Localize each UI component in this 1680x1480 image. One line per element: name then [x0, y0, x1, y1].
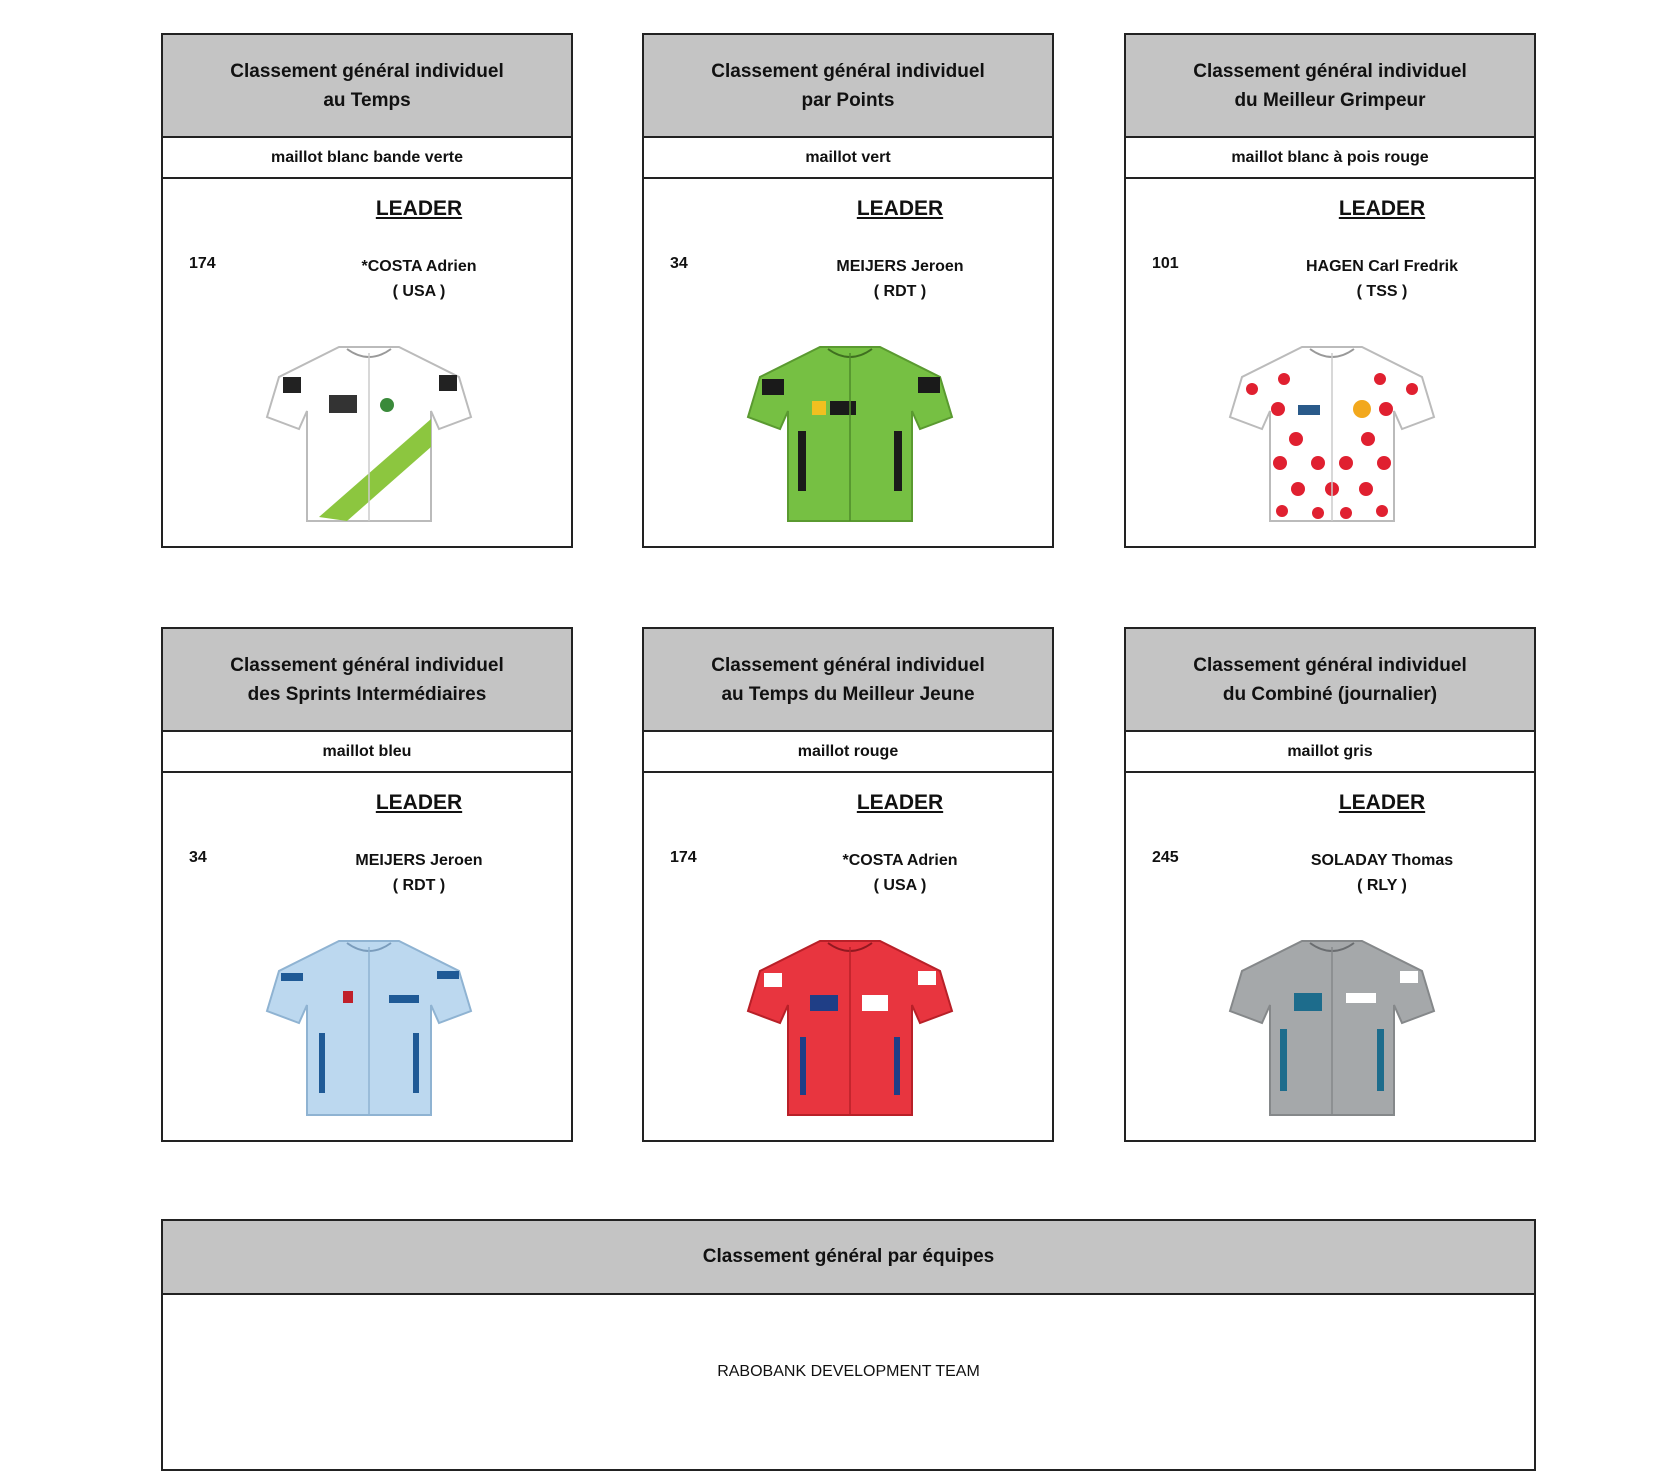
- card-title-line2: du Combiné (journalier): [1222, 683, 1438, 705]
- card-title-line2: au Temps: [323, 89, 411, 111]
- rider-info: [319, 254, 519, 304]
- card-header: [1126, 35, 1534, 138]
- card-title-line1: Classement général individuel: [230, 60, 504, 82]
- card-body: [1126, 773, 1534, 1140]
- card-header: [644, 629, 1052, 732]
- rider-name: SOLADAY Thomas: [1310, 852, 1454, 869]
- card-title-line1: Classement général individuel: [1193, 654, 1467, 676]
- rider-team-code: ( USA ): [873, 877, 927, 894]
- card-title-line1: Classement général individuel: [711, 60, 985, 82]
- rider-team-code: ( RDT ): [392, 877, 446, 894]
- rider-bib: 101: [1152, 255, 1179, 272]
- card-body: [163, 179, 571, 546]
- card-body: [1126, 179, 1534, 546]
- leader-label: LEADER: [856, 791, 944, 814]
- rider-team-code: ( RLY ): [1357, 877, 1407, 894]
- classification-card-time: [161, 33, 573, 548]
- card-title-line2: des Sprints Intermédiaires: [247, 683, 487, 705]
- leader-label: LEADER: [375, 197, 463, 220]
- card-header: [1126, 629, 1534, 732]
- card-title-line2: du Meilleur Grimpeur: [1234, 89, 1426, 111]
- rider-info: [319, 848, 519, 898]
- rider-team-code: ( TSS ): [1356, 283, 1408, 300]
- card-title-line1: Classement général individuel: [1193, 60, 1467, 82]
- card-header: [163, 629, 571, 732]
- jersey-name: maillot gris: [1126, 732, 1534, 773]
- team-classification-title: Classement général par équipes: [163, 1221, 1534, 1295]
- jersey-red-icon: [740, 933, 960, 1123]
- classification-card-points: [642, 33, 1054, 548]
- jersey-polka-dot-icon: [1222, 339, 1442, 529]
- rider-info: [800, 254, 1000, 304]
- rider-name: MEIJERS Jeroen: [836, 258, 964, 275]
- rider-info: [1282, 254, 1482, 304]
- rider-bib: 245: [1152, 849, 1179, 866]
- card-title-line1: Classement général individuel: [711, 654, 985, 676]
- card-body: [644, 773, 1052, 1140]
- team-classification-leader: RABOBANK DEVELOPMENT TEAM: [717, 1363, 980, 1380]
- jersey-blue-icon: [259, 933, 479, 1123]
- classification-card-combined: [1124, 627, 1536, 1142]
- rider-bib: 34: [670, 255, 688, 272]
- card-header: [644, 35, 1052, 138]
- jersey-name: maillot blanc bande verte: [163, 138, 571, 179]
- rider-name: *COSTA Adrien: [842, 852, 958, 869]
- leader-label: LEADER: [1338, 791, 1426, 814]
- jersey-white-green-icon: [259, 339, 479, 529]
- leader-label: LEADER: [375, 791, 463, 814]
- rider-bib: 174: [670, 849, 697, 866]
- rider-name: *COSTA Adrien: [361, 258, 477, 275]
- jersey-green-icon: [740, 339, 960, 529]
- jersey-name: maillot rouge: [644, 732, 1052, 773]
- classification-card-climber: [1124, 33, 1536, 548]
- rider-bib: 34: [189, 849, 207, 866]
- card-body: [163, 773, 571, 1140]
- jersey-name: maillot blanc à pois rouge: [1126, 138, 1534, 179]
- jersey-name: maillot bleu: [163, 732, 571, 773]
- rider-info: [800, 848, 1000, 898]
- card-header: [163, 35, 571, 138]
- team-classification-card: [161, 1219, 1536, 1471]
- classification-card-sprints: [161, 627, 573, 1142]
- card-title-line2: par Points: [801, 89, 895, 111]
- rider-team-code: ( RDT ): [873, 283, 927, 300]
- leader-label: LEADER: [1338, 197, 1426, 220]
- classification-card-young: [642, 627, 1054, 1142]
- rider-team-code: ( USA ): [392, 283, 446, 300]
- card-title-line2: au Temps du Meilleur Jeune: [721, 683, 975, 705]
- card-title-line1: Classement général individuel: [230, 654, 504, 676]
- jersey-name: maillot vert: [644, 138, 1052, 179]
- jersey-grey-icon: [1222, 933, 1442, 1123]
- rider-info: [1282, 848, 1482, 898]
- rider-name: MEIJERS Jeroen: [355, 852, 483, 869]
- leader-label: LEADER: [856, 197, 944, 220]
- card-body: [644, 179, 1052, 546]
- rider-name: HAGEN Carl Fredrik: [1305, 258, 1459, 275]
- rider-bib: 174: [189, 255, 216, 272]
